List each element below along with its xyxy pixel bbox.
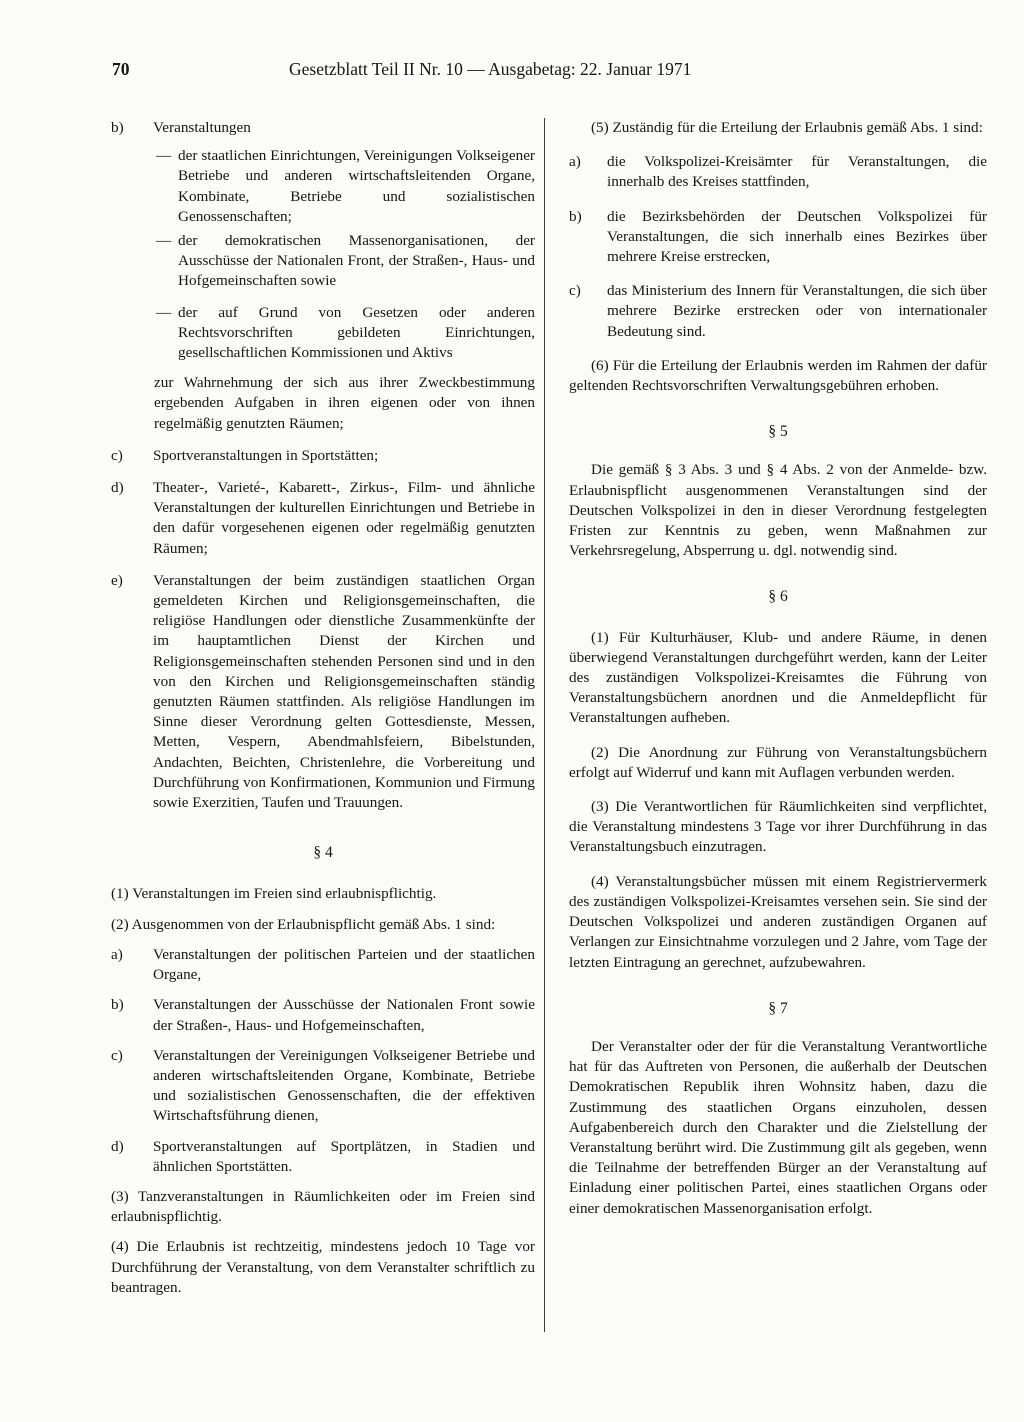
list-item-b — [111, 118, 535, 138]
section6-paragraph-4: (4) Veranstaltungsbücher müssen mit einem Registriervermerk des zuständigen Volkspolizei-Kreisamtes versehen sein. Sie sind der Deutschen Volkspolizei und anderen zuständigen Organen auf Verlangen zur Einsichtnahme vorzulegen und 2 Jahre, vom Tage der letzten Eintragung an gerechnet, aufzubewahren. — [569, 872, 987, 971]
list-item — [569, 152, 987, 192]
item-text: Veranstaltungen der beim zuständigen staatlichen Organ gemeldeten Kirchen und Religionsgemeinschaften, die religiöse Handlungen oder dienstliche Zusammenkünfte der im hauptamtlichen Dienst der Kirchen und Religionsgemeinschaften stehenden Personen sind und in den von den Kirchen und Religionsgemeinschaften ständig genutzten Räumen stattfinden. Als religiöse Handlungen im Sinne dieser Verordnung gelten Gottesdienste, Messen, Metten, Vespern, Abendmahlsfeiern, Bibelstunden, Andachten, Beichten, Christenlehre, die Vorbereitung und Durchführung von Konfirmationen, Kommunion und Firmung sowie Exerzitien, Taufen und Trauungen. — [153, 571, 535, 812]
running-title: Gesetzblatt Teil II Nr. 10 — Ausgabetag: 22. Januar 1971 — [289, 59, 692, 79]
list-item — [111, 1046, 535, 1127]
section4-paragraph-3: (3) Tanzveranstaltungen in Räumlichkeiten oder im Freien sind erlaubnispflichtig. — [111, 1187, 535, 1226]
item-label: c) — [569, 282, 581, 300]
list-item — [111, 995, 535, 1035]
item-text: Veranstaltungen der politischen Parteien und der staatlichen Organe, — [153, 945, 535, 984]
item-label: a) — [111, 945, 123, 963]
item-text: Veranstaltungen — [153, 119, 251, 136]
list-item — [569, 281, 987, 342]
section6-paragraph-2: (2) Die Anordnung zur Führung von Veranstaltungsbüchern erfolgt auf Widerruf und kann mit Auflagen verbunden werden. — [569, 743, 987, 781]
section7-text: Der Veranstalter oder der für die Veranstaltung Verantwortliche hat für das Auftreten von Personen, die außerhalb der Deutschen Demokratischen Republik ihren Wohnsitz haben, dazu die Zustimmung des staatlichen Organs einzuholen, dessen Aufgabenbereich durch den Charakter und die Zielstellung der Veranstaltung berührt wird. Die Zustimmung gilt als gegeben, wenn die Teilnahme der betreffenden Bürger an der Veranstaltung auf Einladung einer politischen Partei, eines staatlichen Organs oder einer demokratischen Massenorganisation erfolgt. — [569, 1037, 987, 1217]
list-item — [111, 945, 535, 985]
item-text: die Bezirksbehörden der Deutschen Volkspolizei für Veranstaltungen, die sich innerhalb eines Bezirkes über mehrere Kreise erstrecken, — [607, 207, 987, 266]
section4-paragraph-2: (2) Ausgenommen von der Erlaubnispflicht gemäß Abs. 1 sind: — [111, 915, 496, 933]
item-text: die Volkspolizei-Kreisämter für Veranstaltungen, die innerhalb des Kreises stattfinden, — [607, 153, 987, 191]
left-column — [111, 118, 535, 1298]
item-text: Veranstaltungen der Vereinigungen Volkseigener Betriebe und anderen wirtschaftsleitenden Organe, Kombinate, Betriebe und sozialistischen Genossenschaften, die der effektiven Wirtschaftsführung dienen, — [153, 1046, 535, 1125]
dash-item-text: der demokratischen Massenorganisationen, der Ausschüsse der Nationalen Front, der Straßen-, Haus- und Hofgemeinschaften sowie — [178, 232, 535, 290]
section-heading-4: § 4 — [313, 844, 333, 862]
dash-item-text: der staatlichen Einrichtungen, Vereinigungen Volkseigener Betriebe und anderen wirtschaftsleitenden Organe, Kombinate, Betriebe und sozialistischen Genossenschaften; — [178, 147, 535, 225]
item-label: b) — [569, 207, 582, 225]
item-label: b) — [111, 119, 124, 136]
dash-item: — der demokratischen Massenorganisationen, der Ausschüsse der Nationalen Front, der Straßen-, Haus- und Hofgemeinschaften sowie — [156, 231, 535, 292]
list-item — [111, 1137, 535, 1177]
item-text: Sportveranstaltungen auf Sportplätzen, in Stadien und ähnlichen Sportstätten. — [153, 1137, 535, 1175]
item-trailing-text: zur Wahrnehmung der sich aus ihrer Zweckbestimmung ergebenden Aufgaben in ihren eigenen oder von ihnen regelmäßig genutzten Räumen; — [154, 374, 535, 432]
section6-paragraph-3: (3) Die Verantwortlichen für Räumlichkeiten sind verpflichtet, die Veranstaltung mindestens 3 Tage vor ihrer Durchführung in das Veranstaltungsbuch einzutragen. — [569, 798, 987, 856]
page-header — [0, 59, 1024, 85]
item-text: das Ministerium des Innern für Veranstaltungen, die sich über mehrere Bezirke erstrecken oder von internationaler Bedeutung sind. — [607, 282, 987, 340]
page-number: 70 — [112, 59, 130, 79]
item-label: d) — [111, 479, 124, 497]
item-label: c) — [111, 446, 123, 464]
list-item-d — [111, 478, 535, 559]
item-text: Sportveranstaltungen in Sportstätten; — [153, 446, 379, 464]
section-heading-5: § 5 — [768, 423, 788, 441]
item-text: Veranstaltungen der Ausschüsse der Nationalen Front sowie der Straßen-, Haus- und Hofgemeinschaften, — [153, 996, 535, 1034]
dash-item: — der auf Grund von Gesetzen oder anderen Rechtsvorschriften gebildeten Einrichtungen, gesellschaftlichen Kommissionen und Aktivs — [156, 303, 535, 364]
item-label: a) — [569, 153, 581, 171]
list-item-e — [111, 571, 535, 813]
section5-text: Die gemäß § 3 Abs. 3 und § 4 Abs. 2 von der Anmelde- bzw. Erlaubnispflicht ausgenommenen Veranstaltungen sind der Deutschen Volkspolizei in den in dieser Verordnung festgelegten Fristen zur Kenntnis zu geben, wenn Maßnahmen zur Verkehrsregelung, Absperrung u. dgl. notwendig sind. — [569, 461, 987, 560]
column-divider — [544, 118, 545, 1332]
section4-paragraph-4: (4) Die Erlaubnis ist rechtzeitig, mindestens jedoch 10 Tage vor Durchführung der Veranstaltung, von dem Veranstalter schriftlich zu beantragen. — [111, 1238, 535, 1296]
item-label: b) — [111, 996, 124, 1014]
dash-item-text: der auf Grund von Gesetzen oder anderen Rechtsvorschriften gebildeten Einrichtungen, gesellschaftlichen Kommissionen und Aktivs — [178, 303, 535, 362]
item-text: Theater-, Varieté-, Kabarett-, Zirkus-, Film- und ähnliche Veranstaltungen der kulturellen Einrichtungen und Betriebe in den dafür vorgesehenen eigenen oder regelmäßig genutzten Räumen; — [153, 479, 535, 557]
section-heading-6: § 6 — [768, 588, 788, 606]
section6-paragraph-1: (1) Für Kulturhäuser, Klub- und andere Räume, in denen überwiegend Veranstaltungen durchgeführt werden, kann der Leiter des zuständigen Volkspolizei-Kreisamtes die Führung von Veranstaltungsbüchern anordnen und die Anmeldepflicht für Veranstaltungen aufheben. — [569, 628, 987, 727]
right-column — [569, 118, 987, 1219]
item-label: e) — [111, 571, 123, 589]
list-item-c — [111, 446, 535, 466]
paragraph-5: (5) Zuständig für die Erteilung der Erlaubnis gemäß Abs. 1 sind: — [591, 119, 983, 136]
section-heading-7: § 7 — [768, 999, 788, 1017]
dash-item: — der staatlichen Einrichtungen, Vereinigungen Volkseigener Betriebe und anderen wirtschaftsleitenden Organe, Kombinate, Betriebe und sozialistischen Genossenschaften; — [156, 146, 535, 227]
section4-paragraph-1: (1) Veranstaltungen im Freien sind erlaubnispflichtig. — [111, 884, 437, 902]
paragraph-6: (6) Für die Erteilung der Erlaubnis werden im Rahmen der dafür geltenden Rechtsvorschriften Verwaltungsgebühren erhoben. — [569, 356, 987, 395]
item-label: c) — [111, 1046, 123, 1064]
list-item — [569, 207, 987, 268]
item-label: d) — [111, 1137, 124, 1155]
